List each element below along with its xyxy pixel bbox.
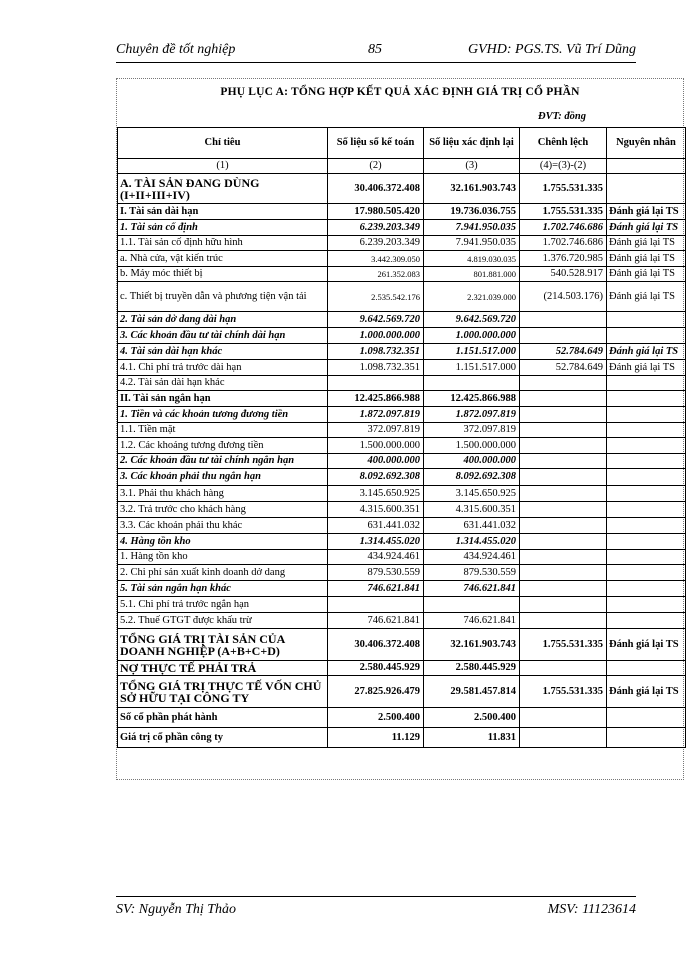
row-label: a. Nhà cửa, vật kiến trúc: [118, 251, 328, 267]
cell-reason: [607, 469, 686, 486]
cell-revalued-value: [424, 376, 520, 391]
cell-book-value: 1.000.000.000: [328, 328, 424, 344]
cell-reason: [607, 518, 686, 534]
col-header-book: Số liệu sổ kế toán: [328, 128, 424, 159]
table-row: [118, 174, 686, 204]
cell-difference: 1.755.531.335: [520, 676, 607, 708]
row-label: 3.1. Phải thu khách hàng: [118, 486, 328, 502]
table-row: [118, 502, 686, 518]
cell-book-value: 1.098.732.351: [328, 360, 424, 376]
cell-reason: [607, 454, 686, 469]
cell-reason: [607, 328, 686, 344]
col-header-item: Chỉ tiêu: [118, 128, 328, 159]
col-header-revalued: Số liệu xác định lại: [424, 128, 520, 159]
cell-difference: 1.755.531.335: [520, 204, 607, 220]
cell-difference: 1.755.531.335: [520, 174, 607, 204]
table-header-row: [118, 128, 686, 159]
col-header-reason: Nguyên nhân: [607, 128, 686, 159]
cell-difference: [520, 486, 607, 502]
header-rule: [116, 62, 636, 63]
cell-difference: 540.528.917: [520, 267, 607, 282]
cell-difference: [520, 328, 607, 344]
cell-reason: [607, 502, 686, 518]
row-label: 2. Các khoản đầu tư tài chính ngắn hạn: [118, 454, 328, 469]
cell-difference: [520, 597, 607, 613]
table-row: [118, 629, 686, 661]
col-number: (3): [424, 159, 520, 174]
cell-book-value: 4.315.600.351: [328, 502, 424, 518]
cell-difference: [520, 728, 607, 748]
table-row: [118, 328, 686, 344]
cell-difference: [520, 708, 607, 728]
valuation-table: [117, 127, 686, 748]
cell-difference: [520, 376, 607, 391]
col-number: (4)=(3)-(2): [520, 159, 607, 174]
cell-revalued-value: 4.315.600.351: [424, 502, 520, 518]
table-row: [118, 728, 686, 748]
cell-reason: [607, 613, 686, 629]
cell-difference: [520, 581, 607, 597]
column-number-row: [118, 159, 686, 174]
table-row: [118, 267, 686, 282]
col-number: [607, 159, 686, 174]
cell-difference: 1.376.720.985: [520, 251, 607, 267]
cell-revalued-value: 746.621.841: [424, 613, 520, 629]
row-label: TỔNG GIÁ TRỊ TÀI SẢN CỦA DOANH NGHIỆP (A+B+C+D): [118, 629, 328, 661]
cell-book-value: 11.129: [328, 728, 424, 748]
cell-difference: [520, 502, 607, 518]
footer-rule: [116, 896, 636, 897]
cell-difference: [520, 534, 607, 550]
cell-reason: [607, 661, 686, 676]
cell-book-value: 6.239.203.349: [328, 220, 424, 236]
table-row: [118, 676, 686, 708]
table-row: [118, 661, 686, 676]
footer-student-id: MSV: 11123614: [547, 902, 636, 917]
row-label: b. Máy móc thiết bị: [118, 267, 328, 282]
cell-book-value: 2.500.400: [328, 708, 424, 728]
cell-difference: 1.755.531.335: [520, 629, 607, 661]
cell-book-value: 1.500.000.000: [328, 438, 424, 454]
cell-reason: [607, 376, 686, 391]
row-label: 1. Tài sản cố định: [118, 220, 328, 236]
cell-reason: [607, 391, 686, 407]
cell-reason: Đánh giá lại TS: [607, 204, 686, 220]
cell-reason: [607, 581, 686, 597]
cell-revalued-value: 9.642.569.720: [424, 312, 520, 328]
row-label: 5. Tài sản ngắn hạn khác: [118, 581, 328, 597]
row-label: 4. Hàng tồn kho: [118, 534, 328, 550]
cell-revalued-value: 372.097.819: [424, 423, 520, 438]
table-row: [118, 518, 686, 534]
cell-book-value: 30.406.372.408: [328, 629, 424, 661]
cell-revalued-value: 2.500.400: [424, 708, 520, 728]
cell-book-value: 746.621.841: [328, 581, 424, 597]
cell-revalued-value: 32.161.903.743: [424, 174, 520, 204]
cell-difference: [520, 391, 607, 407]
row-label: I. Tài sản dài hạn: [118, 204, 328, 220]
cell-reason: [607, 534, 686, 550]
cell-book-value: [328, 597, 424, 613]
cell-difference: 1.702.746.686: [520, 220, 607, 236]
row-label: 3.3. Các khoản phải thu khác: [118, 518, 328, 534]
cell-revalued-value: 7.941.950.035: [424, 236, 520, 251]
table-row: [118, 251, 686, 267]
row-label: Giá trị cổ phần công ty: [118, 728, 328, 748]
unit-label: ĐVT: đồng: [538, 111, 586, 122]
table-row: [118, 438, 686, 454]
table-row: [118, 312, 686, 328]
cell-reason: [607, 550, 686, 565]
cell-reason: [607, 407, 686, 423]
cell-reason: [607, 708, 686, 728]
cell-book-value: 434.924.461: [328, 550, 424, 565]
cell-revalued-value: 19.736.036.755: [424, 204, 520, 220]
table-row: [118, 282, 686, 312]
header-supervisor: GVHD: PGS.TS. Vũ Trí Dũng: [467, 42, 636, 57]
table-row: [118, 423, 686, 438]
cell-revalued-value: 746.621.841: [424, 581, 520, 597]
cell-difference: [520, 613, 607, 629]
cell-reason: [607, 438, 686, 454]
row-label: TỔNG GIÁ TRỊ THỰC TẾ VỐN CHỦ SỞ HỮU TẠI CÔNG TY: [118, 676, 328, 708]
cell-book-value: 400.000.000: [328, 454, 424, 469]
cell-book-value: 8.092.692.308: [328, 469, 424, 486]
cell-revalued-value: 12.425.866.988: [424, 391, 520, 407]
header-doc-title: Chuyên đề tốt nghiệp: [116, 42, 236, 57]
cell-revalued-value: 4.819.030.035: [424, 251, 520, 267]
cell-book-value: 6.239.203.349: [328, 236, 424, 251]
cell-book-value: [328, 376, 424, 391]
cell-reason: Đánh giá lại TS: [607, 251, 686, 267]
cell-reason: Đánh giá lại TS: [607, 282, 686, 312]
cell-book-value: 27.825.926.479: [328, 676, 424, 708]
cell-book-value: 879.530.559: [328, 565, 424, 581]
cell-revalued-value: 879.530.559: [424, 565, 520, 581]
table-row: [118, 220, 686, 236]
cell-book-value: 746.621.841: [328, 613, 424, 629]
cell-reason: [607, 423, 686, 438]
row-label: 1.2. Các khoảng tương đương tiền: [118, 438, 328, 454]
cell-difference: [520, 423, 607, 438]
row-label: 4.2. Tài sản dài hạn khác: [118, 376, 328, 391]
cell-revalued-value: 1.872.097.819: [424, 407, 520, 423]
cell-reason: [607, 174, 686, 204]
cell-revalued-value: 400.000.000: [424, 454, 520, 469]
cell-reason: [607, 597, 686, 613]
cell-difference: [520, 518, 607, 534]
appendix-title: PHỤ LỤC A: TỔNG HỢP KẾT QUẢ XÁC ĐỊNH GIÁ TRỊ CỔ PHẦN: [220, 86, 580, 98]
cell-reason: Đánh giá lại TS: [607, 676, 686, 708]
cell-book-value: 2.580.445.929: [328, 661, 424, 676]
cell-book-value: 30.406.372.408: [328, 174, 424, 204]
row-label: 2. Chi phí sản xuất kinh doanh dở dang: [118, 565, 328, 581]
cell-revalued-value: 29.581.457.814: [424, 676, 520, 708]
cell-revalued-value: 8.092.692.308: [424, 469, 520, 486]
table-row: [118, 581, 686, 597]
table-row: [118, 391, 686, 407]
col-header-diff: Chênh lệch: [520, 128, 607, 159]
cell-difference: [520, 469, 607, 486]
cell-reason: [607, 312, 686, 328]
row-label: 2. Tài sản dở dang dài hạn: [118, 312, 328, 328]
cell-difference: [520, 661, 607, 676]
cell-book-value: 631.441.032: [328, 518, 424, 534]
cell-revalued-value: 434.924.461: [424, 550, 520, 565]
cell-revalued-value: 11.831: [424, 728, 520, 748]
row-label: 1. Hàng tồn kho: [118, 550, 328, 565]
col-number: (2): [328, 159, 424, 174]
table-row: [118, 344, 686, 360]
cell-revalued-value: 1.000.000.000: [424, 328, 520, 344]
cell-book-value: 9.642.569.720: [328, 312, 424, 328]
cell-difference: 1.702.746.686: [520, 236, 607, 251]
row-label: 1. Tiền và các khoản tương đương tiền: [118, 407, 328, 423]
cell-revalued-value: 7.941.950.035: [424, 220, 520, 236]
row-label: 1.1. Tiền mặt: [118, 423, 328, 438]
table-row: [118, 708, 686, 728]
cell-reason: [607, 565, 686, 581]
page-footer: [116, 902, 636, 922]
cell-book-value: 1.872.097.819: [328, 407, 424, 423]
row-label: 3.2. Trả trước cho khách hàng: [118, 502, 328, 518]
table-row: [118, 236, 686, 251]
cell-difference: (214.503.176): [520, 282, 607, 312]
cell-revalued-value: 2.580.445.929: [424, 661, 520, 676]
row-label: 3. Các khoản đầu tư tài chính dài hạn: [118, 328, 328, 344]
cell-reason: Đánh giá lại TS: [607, 360, 686, 376]
cell-revalued-value: 3.145.650.925: [424, 486, 520, 502]
cell-book-value: 2.535.542.176: [328, 282, 424, 312]
row-label: Số cổ phần phát hành: [118, 708, 328, 728]
cell-reason: Đánh giá lại TS: [607, 629, 686, 661]
table-row: [118, 597, 686, 613]
cell-revalued-value: 801.881.000: [424, 267, 520, 282]
cell-book-value: 12.425.866.988: [328, 391, 424, 407]
row-label: II. Tài sản ngắn hạn: [118, 391, 328, 407]
row-label: 5.1. Chi phí trả trước ngắn hạn: [118, 597, 328, 613]
row-label: 5.2. Thuế GTGT được khấu trừ: [118, 613, 328, 629]
table-row: [118, 407, 686, 423]
cell-book-value: 1.314.455.020: [328, 534, 424, 550]
cell-revalued-value: 1.151.517.000: [424, 344, 520, 360]
cell-revalued-value: 1.151.517.000: [424, 360, 520, 376]
cell-revalued-value: 1.500.000.000: [424, 438, 520, 454]
row-label: NỢ THỰC TẾ PHẢI TRẢ: [118, 661, 328, 676]
table-row: [118, 486, 686, 502]
table-row: [118, 376, 686, 391]
row-label: 3. Các khoản phải thu ngắn hạn: [118, 469, 328, 486]
cell-difference: [520, 407, 607, 423]
cell-revalued-value: [424, 597, 520, 613]
cell-book-value: 3.442.309.050: [328, 251, 424, 267]
table-row: [118, 204, 686, 220]
cell-book-value: 372.097.819: [328, 423, 424, 438]
cell-reason: Đánh giá lại TS: [607, 236, 686, 251]
cell-book-value: 17.980.505.420: [328, 204, 424, 220]
cell-revalued-value: 32.161.903.743: [424, 629, 520, 661]
page-header: [116, 42, 636, 62]
cell-book-value: 261.352.083: [328, 267, 424, 282]
table-row: [118, 534, 686, 550]
cell-difference: 52.784.649: [520, 344, 607, 360]
cell-difference: [520, 438, 607, 454]
cell-difference: [520, 312, 607, 328]
cell-difference: [520, 454, 607, 469]
cell-difference: [520, 565, 607, 581]
cell-revalued-value: 1.314.455.020: [424, 534, 520, 550]
cell-book-value: 1.098.732.351: [328, 344, 424, 360]
cell-reason: Đánh giá lại TS: [607, 267, 686, 282]
table-row: [118, 565, 686, 581]
cell-revalued-value: 631.441.032: [424, 518, 520, 534]
table-row: [118, 454, 686, 469]
col-number: (1): [118, 159, 328, 174]
footer-student: SV: Nguyễn Thị Thảo: [116, 902, 237, 917]
row-label: c. Thiết bị truyền dẫn và phương tiện vận tải: [118, 282, 328, 312]
row-label: 4. Tài sản dài hạn khác: [118, 344, 328, 360]
table-row: [118, 613, 686, 629]
cell-revalued-value: 2.321.039.000: [424, 282, 520, 312]
cell-reason: Đánh giá lại TS: [607, 220, 686, 236]
cell-reason: [607, 728, 686, 748]
table-row: [118, 360, 686, 376]
header-page-number: 85: [368, 42, 382, 57]
cell-difference: 52.784.649: [520, 360, 607, 376]
cell-reason: Đánh giá lại TS: [607, 344, 686, 360]
table-row: [118, 469, 686, 486]
row-label: 1.1. Tài sản cố định hữu hình: [118, 236, 328, 251]
row-label: A. TÀI SẢN ĐANG DÙNG (I+II+III+IV): [118, 174, 328, 204]
cell-difference: [520, 550, 607, 565]
row-label: 4.1. Chi phí trả trước dài hạn: [118, 360, 328, 376]
cell-book-value: 3.145.650.925: [328, 486, 424, 502]
table-row: [118, 550, 686, 565]
cell-reason: [607, 486, 686, 502]
